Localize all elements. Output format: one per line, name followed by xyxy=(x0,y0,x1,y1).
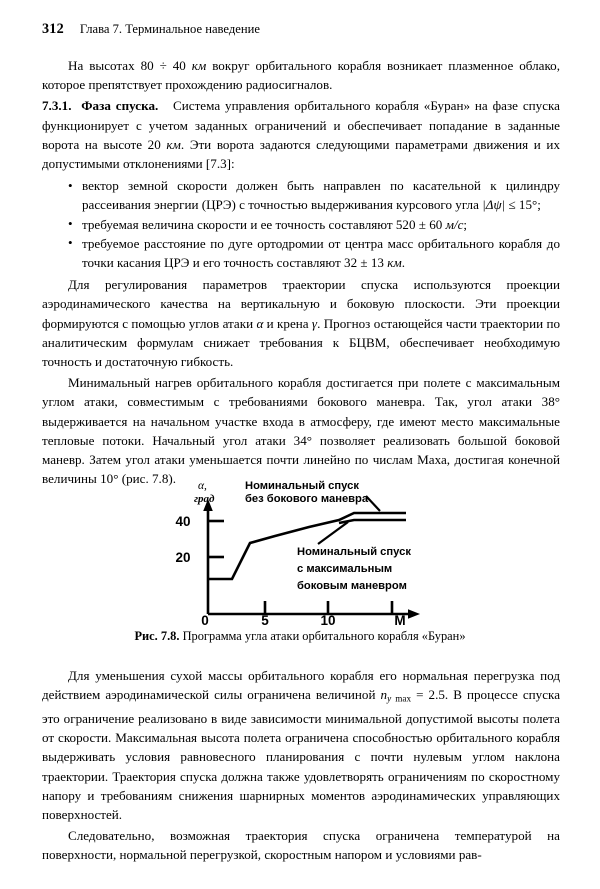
paragraph-conclusion: Следовательно, возможная траектория спуска ограничена температурой на поверхности, нормальной перегрузкой, скоростным напором и условиями рав- xyxy=(42,828,560,863)
chart-plot-area xyxy=(166,478,434,626)
annotation-no-lateral-line1: Номинальный спуск xyxy=(245,480,359,492)
page-number: 312 xyxy=(42,21,64,37)
leader-line-max-lateral xyxy=(318,522,348,544)
annotation-max-lateral-line3: боковым маневром xyxy=(297,580,407,592)
figure-caption xyxy=(0,628,600,644)
paragraph-trajectory-regulation: Для регулирования параметров траектории спуска используются проекции аэродинамического качества на вертикальную и боковую плоскости. Эти проекции формируются с помощью углов атаки α и крена γ. Прогноз остающейся части траектории по аналитическим формулам снижает требования к БЦВМ, обеспечивает необходимую точность и достаточную гибкость. xyxy=(42,277,561,370)
y-axis-label-line1: α, xyxy=(198,480,207,492)
body-text-upper xyxy=(42,56,560,488)
gate-parameters-list xyxy=(42,176,560,272)
x-axis-arrowhead xyxy=(408,609,420,619)
series-line-nominal-max-lateral xyxy=(339,520,406,523)
y-tick-label-40: 40 xyxy=(175,514,191,529)
list-item: • вектор земной скорости должен быть направлен по касательной к цилиндру рассеивания энергии (ЦРЭ) с точностью выдерживания курсового угла |Δψ| ≤ 15°; xyxy=(68,177,560,213)
x-tick-label-5: 5 xyxy=(261,613,269,626)
chart-svg xyxy=(166,478,434,626)
x-tick-label-0: 0 xyxy=(201,613,209,626)
paragraph-minimal-heating: Минимальный нагрев орбитального корабля достигается при полете с максимальным углом атаки, совместимым с требованиями бокового маневра. Так, угол атаки 38° выдерживается на начальном участке входа в атмосферу, где имеют место максимальные тепловые потоки. Начальный угол атаки 34° позволяет реализовать большой боковой маневр. Затем угол атаки уменьшается почти линейно по числам Маха, достигая конечной величины 10° (рис. 7.8). xyxy=(42,375,560,487)
x-axis-label-mach: M xyxy=(394,613,406,626)
body-text-lower xyxy=(42,666,560,865)
paragraph-intro: На высотах 80 ÷ 40 км вокруг орбитального корабля возникает плазменное облако, которое препятствует прохождению радиосигналов. xyxy=(42,58,560,93)
y-axis-label-line2: град xyxy=(194,493,215,505)
bullet-glyph: • xyxy=(68,235,73,251)
running-head xyxy=(42,22,562,37)
annotation-max-lateral-line2: с максимальным xyxy=(297,563,393,575)
y-tick-marks xyxy=(208,521,224,557)
paragraph-dry-mass: Для уменьшения сухой массы орбитального корабля его нормальная перегрузка под действием аэродинамической силы ограничена величиной $n_{y max} = 2.5$. В процессе спуска это ограничение реализовано в виде зависимости минимальной допустимой высоты полета от скорости. Максимальная высота полета ограничена способностью орбитального корабля выдерживать условия равновесного планирования с почти нулевым углом наклона траектории. Траектория спуска должна также удовлетворять ограничениям по скоростному напору и требованиям снижения шарнирных моментов аэродинамических управляющих поверхностей. xyxy=(42,668,561,822)
section-title: Фаза спуска. xyxy=(81,98,159,114)
x-tick-label-10: 10 xyxy=(320,613,336,626)
figure-number: Рис. 7.8. xyxy=(134,629,180,643)
annotation-no-lateral-line2: без бокового маневра xyxy=(245,493,369,505)
paragraph-section-descent-phase: 7.3.1. Фаза спуска. Система управления орбитального корабля «Буран» на фазе спуска функционирует с учетом заданных ограничений и обеспечивает попадание в заданные ворота на высоте 20 км. Эти ворота задаются следующими параметрами движения и их допустимыми отклонениями [7.3]: xyxy=(42,98,560,172)
section-number: 7.3.1. xyxy=(42,98,72,114)
list-item: • требуемое расстояние по дуге ортодромии от центра масс орбитального корабля до точки касания ЦРЭ и его точность составляют 32 ± 13 км. xyxy=(68,235,560,271)
bullet-glyph: • xyxy=(68,177,73,193)
annotation-max-lateral-line1: Номинальный спуск xyxy=(297,546,411,558)
bullet-glyph: • xyxy=(68,216,73,232)
figure-angle-of-attack-program xyxy=(0,478,600,631)
y-tick-label-20: 20 xyxy=(175,550,191,565)
chapter-title: Глава 7. Терминальное наведение xyxy=(79,22,260,36)
list-item: • требуемая величина скорости и ее точность составляют 520 ± 60 м/с; xyxy=(68,216,468,232)
figure-caption-text: Программа угла атаки орбитального корабля «Буран» xyxy=(182,629,466,643)
